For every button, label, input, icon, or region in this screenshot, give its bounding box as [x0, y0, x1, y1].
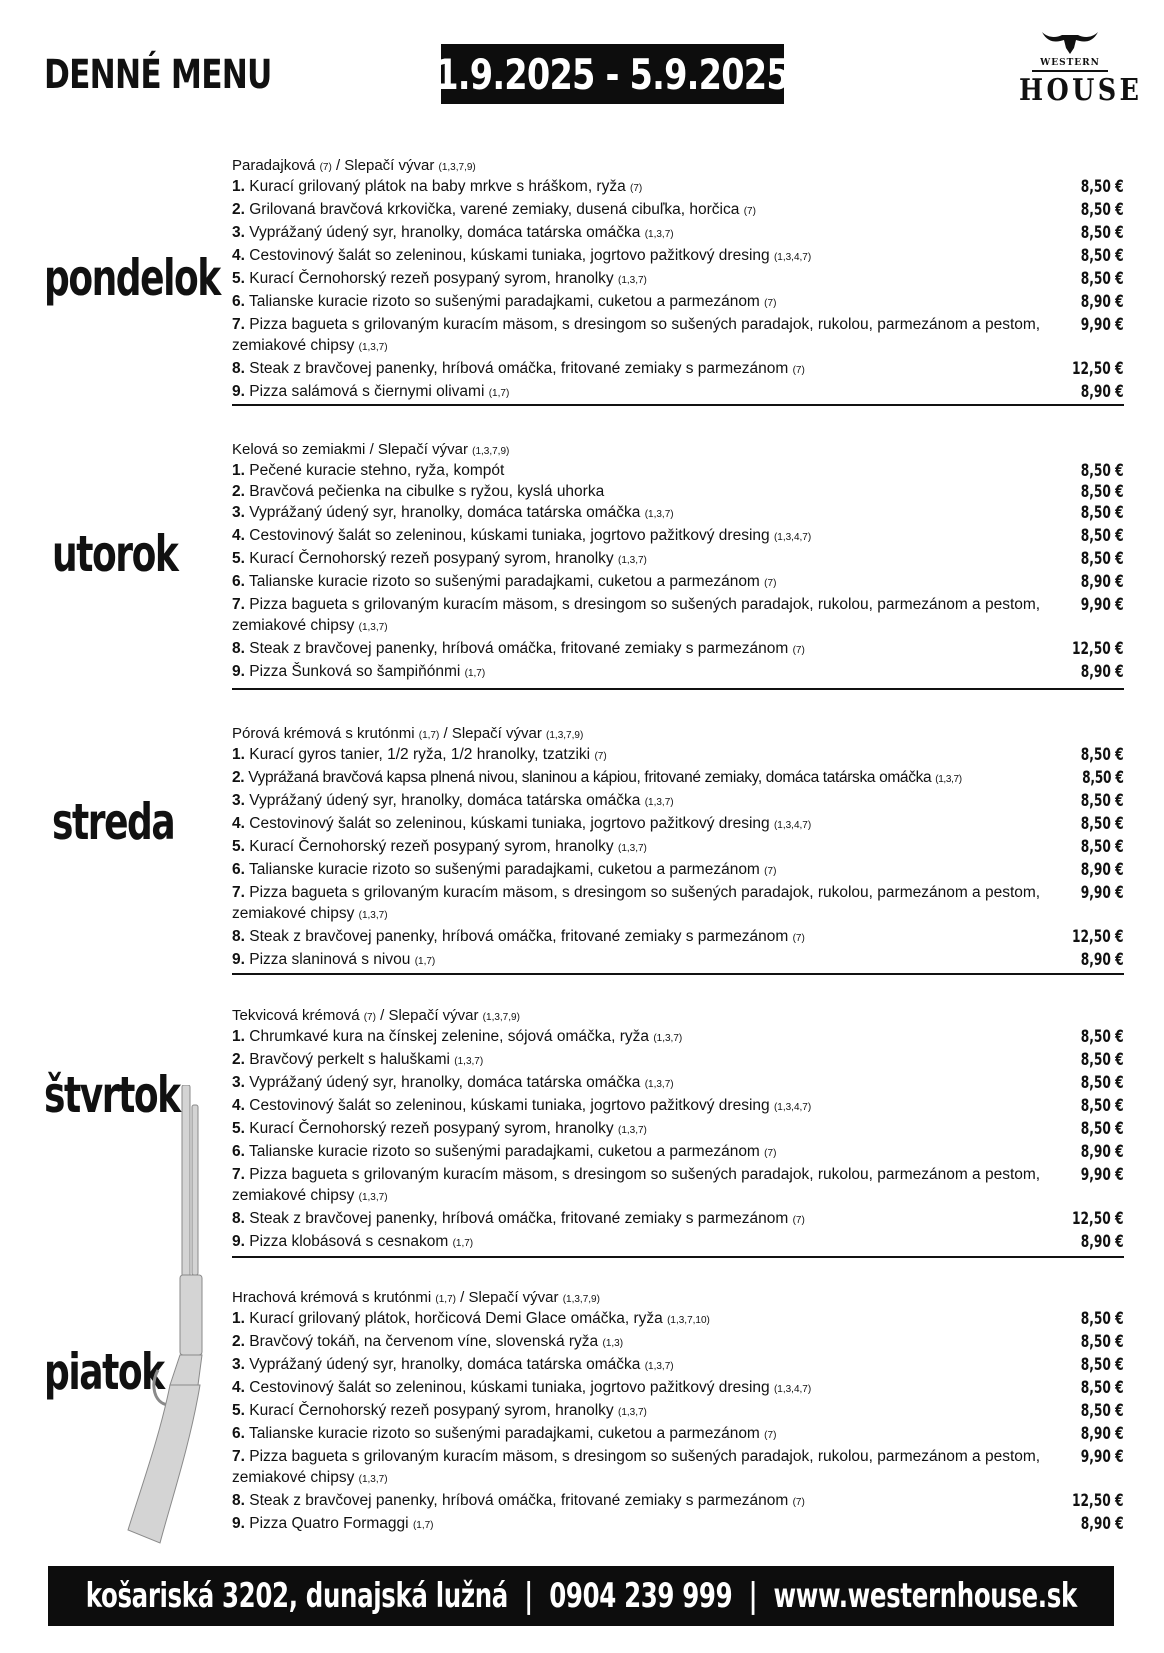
item-text: Kurací Černohorský rezeň posypaný syrom, hranolky — [249, 550, 614, 567]
item-text: Cestovinový šalát so zeleninou, kúskami tuniaka, jogrtovo pažitkový dresing — [249, 527, 770, 544]
item-price: 8,50 € — [1081, 1027, 1124, 1047]
item-text: Talianske kuracie rizoto so sušenými paradajkami, cuketou a parmezánom — [248, 1425, 760, 1442]
broth-allergens: (1,3,7,9) — [562, 1294, 600, 1305]
soup-name: Pórová krémová s krutónmi — [232, 725, 415, 742]
item-text: Pizza Quatro Formaggi — [249, 1515, 409, 1532]
item-price: 8,50 € — [1081, 814, 1124, 834]
item-number: 1. — [232, 1028, 245, 1045]
item-allergens: (1,7) — [412, 1520, 434, 1531]
item-text: Cestovinový šalát so zeleninou, kúskami tuniaka, jogrtovo pažitkový dresing — [249, 1379, 770, 1396]
date-range-banner — [435, 44, 790, 104]
day-label-tuesday: utorok — [52, 525, 178, 583]
item-allergens: (7) — [764, 1148, 777, 1159]
item-number: 6. — [232, 1143, 245, 1160]
rifle-illustration — [110, 1085, 210, 1545]
item-allergens: (1,7) — [488, 388, 510, 399]
menu-item — [232, 1354, 1124, 1377]
item-text: Bravčový tokáň, na červenom víne, slovenská ryža — [249, 1333, 599, 1350]
item-allergens: (1,3) — [602, 1338, 624, 1349]
item-number: 6. — [232, 573, 245, 590]
item-number: 1. — [232, 746, 245, 763]
menu-item — [232, 1026, 1124, 1049]
footer-separator: | — [748, 1576, 757, 1616]
item-price: 8,90 € — [1081, 950, 1124, 970]
item-price: 8,50 € — [1081, 200, 1124, 220]
menu-item — [232, 836, 1124, 859]
item-allergens: (1,3,7) — [454, 1056, 484, 1067]
broth-allergens: (1,3,7,9) — [438, 162, 476, 173]
item-number: 9. — [232, 1515, 245, 1532]
item-text: Vyprážaný údený syr, hranolky, domáca tatárska omáčka — [249, 224, 641, 241]
item-price: 8,90 € — [1081, 572, 1124, 592]
menu-item — [232, 1423, 1124, 1446]
menu-item — [232, 268, 1124, 291]
item-number: 8. — [232, 360, 245, 377]
item-number: 3. — [232, 1074, 245, 1091]
menu-item — [232, 571, 1124, 594]
western-house-logo — [1010, 28, 1143, 112]
item-text: Vyprážaný údený syr, hranolky, domáca tatárska omáčka — [249, 504, 641, 521]
item-allergens: (1,3,7) — [358, 910, 388, 921]
menu-item — [232, 882, 1124, 926]
item-number: 7. — [232, 596, 245, 613]
item-number: 5. — [232, 270, 245, 287]
menu-item — [232, 638, 1124, 661]
item-price: 8,90 € — [1081, 1514, 1124, 1534]
item-allergens: (1,3,7) — [617, 843, 647, 854]
menu-item — [232, 1377, 1124, 1400]
item-text: Vyprážaný údený syr, hranolky, domáca tatárska omáčka — [249, 1356, 641, 1373]
menu-item — [232, 1308, 1124, 1331]
item-text: Steak z bravčovej panenky, hríbová omáčka, fritované zemiaky s parmezánom — [249, 928, 789, 945]
item-number: 1. — [232, 178, 245, 195]
item-allergens: (1,3,7,10) — [667, 1315, 710, 1326]
item-price: 8,50 € — [1081, 791, 1124, 811]
menu-item — [232, 291, 1124, 314]
item-text: Pizza Šunková so šampiňónmi — [249, 663, 461, 680]
item-allergens: (1,3,7) — [617, 555, 647, 566]
item-text: Bravčová pečienka na cibulke s ryžou, kyslá uhorka — [249, 483, 605, 500]
item-allergens: (1,3,7) — [644, 1361, 674, 1372]
item-allergens: (1,3,7) — [935, 774, 962, 785]
item-allergens: (7) — [743, 206, 756, 217]
item-number: 6. — [232, 293, 245, 310]
broth-name: / Slepačí vývar — [460, 1289, 559, 1306]
item-price: 12,50 € — [1072, 639, 1124, 659]
footer-separator: | — [524, 1576, 533, 1616]
menu-item — [232, 744, 1124, 767]
date-range: 1.9.2025 - 5.9.2025 — [435, 49, 790, 99]
item-price: 8,50 € — [1081, 461, 1124, 481]
item-number: 4. — [232, 247, 245, 264]
item-price: 8,50 € — [1081, 269, 1124, 289]
soup-line — [232, 1288, 1124, 1308]
item-number: 3. — [232, 792, 245, 809]
item-number: 4. — [232, 815, 245, 832]
day-label-monday: pondelok — [44, 249, 220, 307]
item-allergens: (7) — [630, 183, 643, 194]
soup-allergens: (7) — [363, 1012, 376, 1023]
menu-item — [232, 1490, 1124, 1513]
item-allergens: (1,3,7) — [617, 1407, 647, 1418]
menu-item — [232, 1118, 1124, 1141]
item-text: Vyprážaný údený syr, hranolky, domáca tatárska omáčka — [249, 1074, 641, 1091]
item-text: Kurací grilovaný plátok na baby mrkve s hráškom, ryža — [249, 178, 626, 195]
item-number: 5. — [232, 1120, 245, 1137]
item-number: 9. — [232, 663, 245, 680]
item-allergens: (1,3,4,7) — [773, 820, 812, 831]
item-price: 8,50 € — [1081, 1355, 1124, 1375]
menu-item — [232, 1049, 1124, 1072]
item-price: 12,50 € — [1072, 1491, 1124, 1511]
menu-item — [232, 790, 1124, 813]
item-price: 8,90 € — [1081, 860, 1124, 880]
item-allergens: (1,3,4,7) — [773, 1384, 812, 1395]
item-allergens: (1,3,4,7) — [773, 252, 812, 263]
item-number: 2. — [232, 769, 245, 786]
item-allergens: (7) — [792, 933, 805, 944]
item-number: 6. — [232, 861, 245, 878]
item-number: 8. — [232, 1210, 245, 1227]
soup-line — [232, 440, 1124, 460]
item-text: Kurací Černohorský rezeň posypaný syrom, hranolky — [249, 1120, 614, 1137]
item-number: 8. — [232, 1492, 245, 1509]
item-number: 7. — [232, 316, 245, 333]
item-number: 7. — [232, 1448, 245, 1465]
item-price: 8,50 € — [1081, 549, 1124, 569]
item-allergens: (7) — [792, 1215, 805, 1226]
item-allergens: (7) — [764, 298, 777, 309]
item-text: Cestovinový šalát so zeleninou, kúskami tuniaka, jogrtovo pažitkový dresing — [249, 815, 770, 832]
item-number: 9. — [232, 1233, 245, 1250]
item-text: Pizza slaninová s nivou — [249, 951, 411, 968]
item-allergens: (1,3,7) — [358, 1474, 388, 1485]
item-allergens: (1,7) — [452, 1238, 474, 1249]
item-number: 2. — [232, 1333, 245, 1350]
item-number: 4. — [232, 1097, 245, 1114]
menu-item — [232, 381, 1124, 404]
item-price: 8,50 € — [1081, 1309, 1124, 1329]
item-text: Kurací grilovaný plátok, horčicová Demi Glace omáčka, ryža — [249, 1310, 663, 1327]
item-text: Pizza bagueta s grilovaným kuracím mäsom, s dresingom so sušených paradajok, rukolou, parmezánom a pestom, zemiakové chipsy — [232, 884, 1041, 922]
item-number: 9. — [232, 951, 245, 968]
item-number: 1. — [232, 1310, 245, 1327]
item-allergens: (1,3,7) — [644, 797, 674, 808]
item-text: Pizza bagueta s grilovaným kuracím mäsom, s dresingom so sušených paradajok, rukolou, parmezánom a pestom, zemiakové chipsy — [232, 316, 1041, 354]
soup-name: Paradajková — [232, 157, 316, 174]
soup-name: Tekvicová krémová — [232, 1007, 360, 1024]
item-text: Steak z bravčovej panenky, hríbová omáčka, fritované zemiaky s parmezánom — [249, 360, 789, 377]
footer-address: košariská 3202, dunajská lužná — [85, 1576, 508, 1616]
menu-item — [232, 1208, 1124, 1231]
menu-item — [232, 1072, 1124, 1095]
menu-item — [232, 949, 1124, 972]
item-allergens: (1,3,4,7) — [773, 532, 812, 543]
item-allergens: (1,3,7) — [617, 1125, 647, 1136]
menu-item — [232, 358, 1124, 381]
menu-item — [232, 502, 1124, 525]
item-price: 8,50 € — [1081, 1378, 1124, 1398]
item-price: 8,90 € — [1081, 292, 1124, 312]
item-price: 8,50 € — [1081, 1096, 1124, 1116]
item-number: 1. — [232, 462, 245, 479]
menu-item — [232, 1141, 1124, 1164]
soup-allergens: (1,7) — [435, 1294, 456, 1305]
item-text: Pizza bagueta s grilovaným kuracím mäsom, s dresingom so sušených paradajok, rukolou, parmezánom a pestom, zemiakové chipsy — [232, 596, 1041, 634]
item-number: 4. — [232, 527, 245, 544]
item-text: Pizza bagueta s grilovaným kuracím mäsom, s dresingom so sušených paradajok, rukolou, parmezánom a pestom, zemiakové chipsy — [232, 1448, 1041, 1486]
menu-item — [232, 525, 1124, 548]
item-text: Steak z bravčovej panenky, hríbová omáčka, fritované zemiaky s parmezánom — [249, 640, 789, 657]
soup-line — [232, 156, 1124, 176]
menu-item — [232, 813, 1124, 836]
item-allergens: (1,3,4,7) — [773, 1102, 812, 1113]
item-price: 9,90 € — [1081, 1165, 1124, 1185]
menu-section-wednesday — [232, 724, 1124, 972]
item-allergens: (7) — [792, 1497, 805, 1508]
item-text: Chrumkavé kura na čínskej zelenine, sójová omáčka, ryža — [249, 1028, 649, 1045]
menu-item — [232, 481, 1124, 502]
item-price: 9,90 € — [1081, 883, 1124, 903]
menu-item — [232, 1400, 1124, 1423]
menu-item — [232, 314, 1124, 358]
menu-item — [232, 199, 1124, 222]
item-number: 9. — [232, 383, 245, 400]
item-text: Kurací gyros tanier, 1/2 ryža, 1/2 hranolky, tzatziki — [249, 746, 591, 763]
item-number: 3. — [232, 224, 245, 241]
menu-item — [232, 1331, 1124, 1354]
broth-name: / Slepačí vývar — [443, 725, 542, 742]
day-label-friday: piatok — [44, 1343, 164, 1401]
item-allergens: (1,3,7) — [644, 229, 674, 240]
item-number: 2. — [232, 1051, 245, 1068]
item-price: 12,50 € — [1072, 927, 1124, 947]
menu-item — [232, 859, 1124, 882]
item-allergens: (1,3,7) — [358, 1192, 388, 1203]
item-number: 3. — [232, 504, 245, 521]
menu-section-tuesday — [232, 440, 1124, 684]
soup-name: Kelová so zemiakmi — [232, 441, 366, 458]
item-text: Steak z bravčovej panenky, hríbová omáčka, fritované zemiaky s parmezánom — [249, 1210, 789, 1227]
item-text: Kurací Černohorský rezeň posypaný syrom, hranolky — [249, 270, 614, 287]
item-price: 8,90 € — [1081, 662, 1124, 682]
item-price: 8,50 € — [1081, 1073, 1124, 1093]
item-price: 8,50 € — [1081, 177, 1124, 197]
menu-section-friday — [232, 1288, 1124, 1536]
item-allergens: (1,3,7) — [617, 275, 647, 286]
menu-item — [232, 176, 1124, 199]
item-price: 8,50 € — [1081, 503, 1124, 523]
item-price: 8,50 € — [1081, 1119, 1124, 1139]
item-number: 4. — [232, 1379, 245, 1396]
item-number: 5. — [232, 838, 245, 855]
item-price: 12,50 € — [1072, 1209, 1124, 1229]
item-allergens: (1,7) — [464, 668, 486, 679]
menu-item — [232, 1164, 1124, 1208]
item-text: Talianske kuracie rizoto so sušenými paradajkami, cuketou a parmezánom — [248, 861, 760, 878]
item-number: 6. — [232, 1425, 245, 1442]
soup-allergens: (7) — [319, 162, 332, 173]
item-allergens: (7) — [792, 365, 805, 376]
broth-allergens: (1,3,7,9) — [472, 446, 510, 457]
day-label-thursday: štvrtok — [44, 1066, 180, 1124]
soup-allergens: (1,7) — [418, 730, 440, 741]
page-title: DENNÉ MENU — [44, 52, 272, 98]
item-text: Cestovinový šalát so zeleninou, kúskami tuniaka, jogrtovo pažitkový dresing — [249, 1097, 770, 1114]
menu-item — [232, 245, 1124, 268]
item-price: 8,90 € — [1081, 1232, 1124, 1252]
menu-section-monday — [232, 156, 1124, 404]
item-price: 8,50 € — [1082, 768, 1124, 788]
soup-line — [232, 724, 1124, 744]
section-divider — [232, 973, 1124, 975]
soup-name: Hrachová krémová s krutónmi — [232, 1289, 432, 1306]
item-allergens: (7) — [764, 1430, 777, 1441]
item-allergens: (7) — [594, 751, 607, 762]
broth-name: / Slepačí vývar — [335, 157, 435, 174]
menu-item — [232, 222, 1124, 245]
item-text: Kurací Černohorský rezeň posypaný syrom, hranolky — [249, 1402, 614, 1419]
broth-name: / Slepačí vývar — [380, 1007, 479, 1024]
footer-contact-bar — [48, 1566, 1114, 1626]
section-divider — [232, 1256, 1124, 1258]
menu-item — [232, 661, 1124, 684]
item-text: Vyprážaná bravčová kapsa plnená nivou, slaninou a kápiou, fritované zemiaky, domáca tatárska omáčka — [248, 769, 932, 786]
item-price: 12,50 € — [1072, 359, 1124, 379]
logo-top-text: WESTERN — [1040, 58, 1100, 68]
menu-item — [232, 1231, 1124, 1254]
bull-horns-icon — [1040, 28, 1100, 56]
section-divider — [232, 688, 1124, 690]
item-text: Bravčový perkelt s haluškami — [249, 1051, 450, 1068]
item-number: 2. — [232, 483, 245, 500]
menu-item — [232, 1513, 1124, 1536]
item-text: Vyprážaný údený syr, hranolky, domáca tatárska omáčka — [249, 792, 641, 809]
item-text: Talianske kuracie rizoto so sušenými paradajkami, cuketou a parmezánom — [248, 293, 760, 310]
item-allergens: (1,7) — [414, 956, 436, 967]
menu-item — [232, 1095, 1124, 1118]
item-price: 8,50 € — [1081, 246, 1124, 266]
menu-item — [232, 767, 1124, 790]
item-number: 7. — [232, 1166, 245, 1183]
menu-item — [232, 594, 1124, 638]
item-allergens: (1,3,7) — [644, 509, 674, 520]
item-price: 8,90 € — [1081, 1142, 1124, 1162]
item-text: Kurací Černohorský rezeň posypaný syrom, hranolky — [249, 838, 614, 855]
broth-allergens: (1,3,7,9) — [482, 1012, 520, 1023]
item-allergens: (7) — [792, 645, 805, 656]
item-text: Grilovaná bravčová krkovička, varené zemiaky, dusená cibuľka, horčica — [249, 201, 740, 218]
footer-phone[interactable]: 0904 239 999 — [548, 1576, 732, 1616]
item-price: 8,50 € — [1081, 223, 1124, 243]
item-text: Pizza salámová s čiernymi olivami — [249, 383, 485, 400]
item-number: 8. — [232, 928, 245, 945]
item-price: 8,50 € — [1081, 1401, 1124, 1421]
logo-main-text: HOUSE — [1019, 73, 1143, 108]
item-allergens: (1,3,7) — [358, 342, 388, 353]
item-number: 5. — [232, 550, 245, 567]
item-price: 8,50 € — [1081, 1050, 1124, 1070]
item-price: 8,50 € — [1081, 526, 1124, 546]
item-text: Steak z bravčovej panenky, hríbová omáčka, fritované zemiaky s parmezánom — [249, 1492, 789, 1509]
item-price: 9,90 € — [1081, 1447, 1124, 1467]
item-text: Pečené kuracie stehno, ryža, kompót — [249, 462, 505, 479]
item-number: 5. — [232, 1402, 245, 1419]
item-text: Pizza klobásová s cesnakom — [249, 1233, 449, 1250]
footer-website-link[interactable]: www.westernhouse.sk — [773, 1576, 1077, 1616]
item-price: 8,90 € — [1081, 382, 1124, 402]
item-number: 8. — [232, 640, 245, 657]
item-number: 3. — [232, 1356, 245, 1373]
item-allergens: (1,3,7) — [358, 622, 388, 633]
item-price: 8,50 € — [1081, 482, 1124, 502]
menu-item — [232, 1446, 1124, 1490]
item-number: 7. — [232, 884, 245, 901]
item-allergens: (7) — [764, 866, 777, 877]
item-price: 8,50 € — [1081, 1332, 1124, 1352]
menu-section-thursday — [232, 1006, 1124, 1254]
item-price: 8,50 € — [1081, 745, 1124, 765]
section-divider — [232, 404, 1124, 406]
item-price: 8,90 € — [1081, 1424, 1124, 1444]
broth-allergens: (1,3,7,9) — [546, 730, 584, 741]
menu-item — [232, 926, 1124, 949]
item-price: 9,90 € — [1081, 595, 1124, 615]
item-text: Pizza bagueta s grilovaným kuracím mäsom, s dresingom so sušených paradajok, rukolou, parmezánom a pestom, zemiakové chipsy — [232, 1166, 1041, 1204]
item-number: 2. — [232, 201, 245, 218]
item-allergens: (7) — [764, 578, 777, 589]
soup-line — [232, 1006, 1124, 1026]
broth-name: / Slepačí vývar — [369, 441, 468, 458]
day-label-wednesday: streda — [52, 793, 175, 851]
item-text: Talianske kuracie rizoto so sušenými paradajkami, cuketou a parmezánom — [248, 1143, 760, 1160]
item-price: 8,50 € — [1081, 837, 1124, 857]
menu-item — [232, 460, 1124, 481]
logo-rule — [1032, 70, 1108, 72]
item-text: Cestovinový šalát so zeleninou, kúskami tuniaka, jogrtovo pažitkový dresing — [249, 247, 770, 264]
item-allergens: (1,3,7) — [653, 1033, 683, 1044]
item-price: 9,90 € — [1081, 315, 1124, 335]
item-allergens: (1,3,7) — [644, 1079, 674, 1090]
item-text: Talianske kuracie rizoto so sušenými paradajkami, cuketou a parmezánom — [248, 573, 760, 590]
menu-item — [232, 548, 1124, 571]
